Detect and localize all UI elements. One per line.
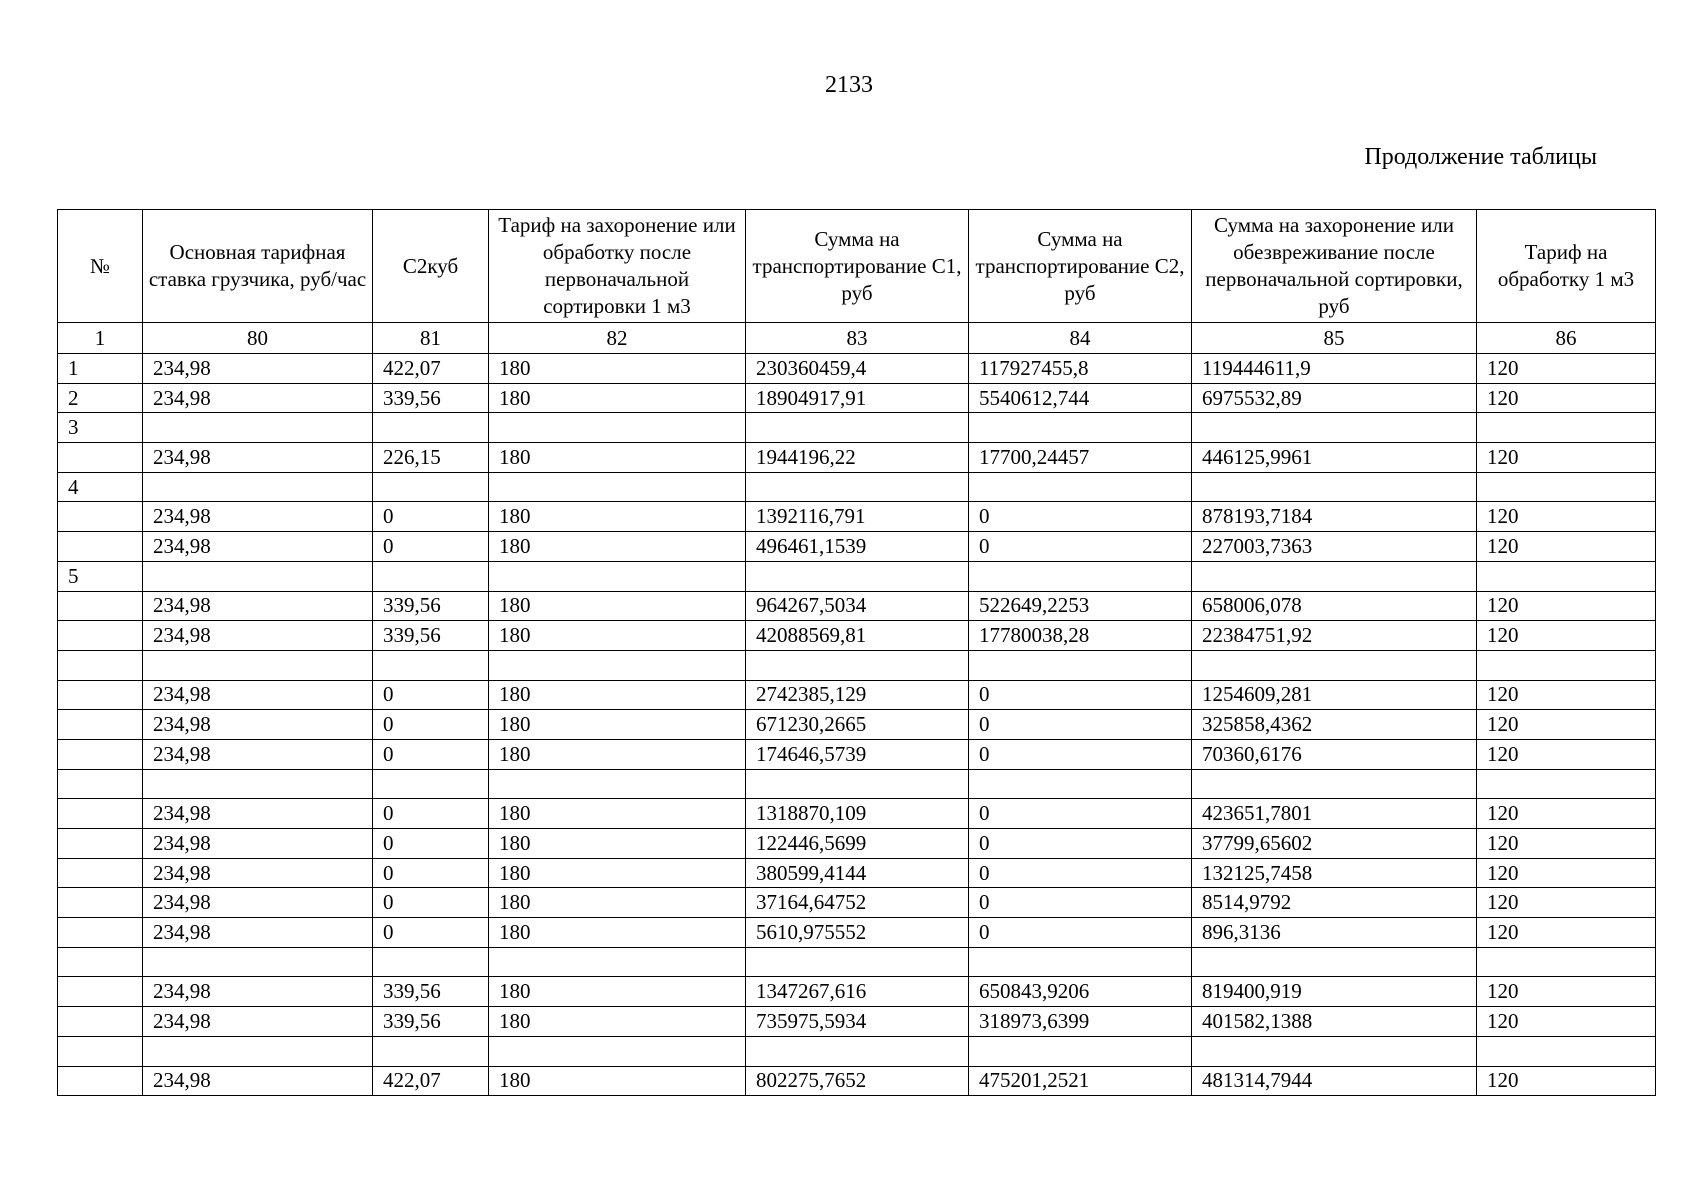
table-cell — [1192, 413, 1477, 443]
table-cell: 234,98 — [143, 888, 373, 918]
table-cell — [969, 769, 1192, 799]
table-cell: 37799,65602 — [1192, 829, 1477, 859]
table-cell: 735975,5934 — [746, 1007, 969, 1037]
table-cell: 120 — [1477, 443, 1656, 473]
table-row — [58, 383, 1656, 413]
table-cell: 120 — [1477, 354, 1656, 384]
table-cell: 0 — [969, 680, 1192, 710]
table-row — [58, 472, 1656, 502]
table-row — [58, 888, 1656, 918]
table-row — [58, 829, 1656, 859]
table-cell — [58, 650, 143, 680]
table-row — [58, 354, 1656, 384]
table-cell: 0 — [969, 918, 1192, 948]
table-cell: 896,3136 — [1192, 918, 1477, 948]
table-cell — [58, 710, 143, 740]
table-row — [58, 799, 1656, 829]
table-cell: 0 — [969, 532, 1192, 562]
table-cell: 2 — [58, 383, 143, 413]
table-cell: 234,98 — [143, 1066, 373, 1096]
table-cell: 120 — [1477, 739, 1656, 769]
page-number: 2133 — [825, 72, 873, 98]
table-cell: 422,07 — [373, 1066, 489, 1096]
table-cell: 18904917,91 — [746, 383, 969, 413]
table-cell — [58, 621, 143, 651]
table-cell: 339,56 — [373, 591, 489, 621]
table-cell — [58, 1007, 143, 1037]
table-cell — [143, 947, 373, 977]
table-row — [58, 769, 1656, 799]
table-row — [58, 413, 1656, 443]
table-cell: 174646,5739 — [746, 739, 969, 769]
table-cell: 0 — [373, 799, 489, 829]
table-cell — [1477, 650, 1656, 680]
table-cell: 234,98 — [143, 502, 373, 532]
table-cell: 6975532,89 — [1192, 383, 1477, 413]
table-cell — [1477, 1036, 1656, 1066]
table-cell — [58, 888, 143, 918]
table-header-row — [58, 210, 1656, 323]
table-cell: 180 — [489, 799, 746, 829]
table-cell: 339,56 — [373, 621, 489, 651]
table-cell: 878193,7184 — [1192, 502, 1477, 532]
table-cell — [58, 532, 143, 562]
table-cell: 180 — [489, 1066, 746, 1096]
table-cell: 234,98 — [143, 443, 373, 473]
table-cell: 180 — [489, 591, 746, 621]
table-cell: 120 — [1477, 621, 1656, 651]
table-row — [58, 977, 1656, 1007]
table-cell — [58, 829, 143, 859]
table-cell: 0 — [373, 918, 489, 948]
table-cell — [746, 769, 969, 799]
table-cell: 964267,5034 — [746, 591, 969, 621]
table-cell: 180 — [489, 829, 746, 859]
table-body — [58, 354, 1656, 1096]
table-cell — [969, 413, 1192, 443]
table-cell — [373, 947, 489, 977]
table-cell: 5540612,744 — [969, 383, 1192, 413]
table-cell: 423651,7801 — [1192, 799, 1477, 829]
table-cell — [489, 947, 746, 977]
table-row — [58, 1066, 1656, 1096]
table-cell — [969, 947, 1192, 977]
table-cell: 180 — [489, 621, 746, 651]
table-cell: 234,98 — [143, 829, 373, 859]
table-cell: 0 — [373, 739, 489, 769]
table-cell: 0 — [969, 858, 1192, 888]
table-cell: 339,56 — [373, 1007, 489, 1037]
table-cell: 0 — [373, 680, 489, 710]
table-cell: 120 — [1477, 829, 1656, 859]
table-cell: 180 — [489, 739, 746, 769]
table-cell — [1477, 947, 1656, 977]
column-number: 80 — [143, 323, 373, 354]
table-cell: 339,56 — [373, 977, 489, 1007]
table-cell — [746, 472, 969, 502]
table-cell: 120 — [1477, 918, 1656, 948]
table-cell: 0 — [969, 739, 1192, 769]
table-cell: 17700,24457 — [969, 443, 1192, 473]
table-cell — [1477, 472, 1656, 502]
table-cell — [58, 591, 143, 621]
table-cell: 475201,2521 — [969, 1066, 1192, 1096]
table-cell: 318973,6399 — [969, 1007, 1192, 1037]
table-row — [58, 650, 1656, 680]
table-cell — [746, 561, 969, 591]
table-cell: 70360,6176 — [1192, 739, 1477, 769]
table-cell — [143, 650, 373, 680]
table-cell: 0 — [373, 888, 489, 918]
table-cell: 5610,975552 — [746, 918, 969, 948]
table-cell — [1192, 947, 1477, 977]
table-cell: 120 — [1477, 888, 1656, 918]
table-cell — [58, 858, 143, 888]
table-cell — [58, 918, 143, 948]
table-row — [58, 710, 1656, 740]
header-transport-c2: Сумма на транспортирование С2, руб — [969, 210, 1192, 323]
table-cell: 180 — [489, 888, 746, 918]
table-cell: 1318870,109 — [746, 799, 969, 829]
table-cell: 522649,2253 — [969, 591, 1192, 621]
table-cell: 496461,1539 — [746, 532, 969, 562]
table-cell: 0 — [969, 710, 1192, 740]
table-cell: 180 — [489, 858, 746, 888]
column-number: 86 — [1477, 323, 1656, 354]
header-number: № — [58, 210, 143, 323]
table-cell: 650843,9206 — [969, 977, 1192, 1007]
table-cell — [373, 650, 489, 680]
header-loader-rate: Основная тарифная ставка грузчика, руб/час — [143, 210, 373, 323]
table-cell: 180 — [489, 918, 746, 948]
table-cell: 227003,7363 — [1192, 532, 1477, 562]
table-cell: 658006,078 — [1192, 591, 1477, 621]
header-disposal-tariff: Тариф на захоронение или обработку после первоначальной сортировки 1 м3 — [489, 210, 746, 323]
column-number-row — [58, 323, 1656, 354]
table-cell: 0 — [373, 710, 489, 740]
table-cell: 234,98 — [143, 532, 373, 562]
table-cell: 4 — [58, 472, 143, 502]
table-cell: 234,98 — [143, 680, 373, 710]
table-cell — [373, 413, 489, 443]
table-cell: 234,98 — [143, 383, 373, 413]
table-row — [58, 561, 1656, 591]
table-cell — [1477, 561, 1656, 591]
table-cell: 3 — [58, 413, 143, 443]
table-cell: 481314,7944 — [1192, 1066, 1477, 1096]
table-row — [58, 502, 1656, 532]
table-cell: 1944196,22 — [746, 443, 969, 473]
table-cell — [143, 769, 373, 799]
table-cell: 234,98 — [143, 739, 373, 769]
table-cell: 230360459,4 — [746, 354, 969, 384]
table-cell — [58, 799, 143, 829]
table-cell — [969, 472, 1192, 502]
column-number: 1 — [58, 323, 143, 354]
table-cell — [969, 561, 1192, 591]
table-row — [58, 739, 1656, 769]
table-cell: 0 — [969, 799, 1192, 829]
table-cell — [58, 502, 143, 532]
table-cell: 234,98 — [143, 1007, 373, 1037]
table-cell — [373, 561, 489, 591]
column-number: 85 — [1192, 323, 1477, 354]
table-cell: 180 — [489, 710, 746, 740]
table-cell: 120 — [1477, 502, 1656, 532]
table-row — [58, 947, 1656, 977]
table-row — [58, 532, 1656, 562]
table-cell — [58, 739, 143, 769]
table-cell — [489, 1036, 746, 1066]
table-row — [58, 1036, 1656, 1066]
table-row — [58, 1007, 1656, 1037]
table-row — [58, 918, 1656, 948]
column-number: 84 — [969, 323, 1192, 354]
table-cell: 180 — [489, 532, 746, 562]
table-cell — [489, 413, 746, 443]
table-cell — [746, 413, 969, 443]
table-cell: 180 — [489, 383, 746, 413]
table-cell — [373, 472, 489, 502]
table-cell: 0 — [373, 502, 489, 532]
table-cell: 180 — [489, 680, 746, 710]
table-cell — [746, 1036, 969, 1066]
table-cell — [58, 977, 143, 1007]
table-cell: 234,98 — [143, 621, 373, 651]
table-cell: 120 — [1477, 799, 1656, 829]
table-cell: 325858,4362 — [1192, 710, 1477, 740]
table-cell: 0 — [969, 502, 1192, 532]
table-cell: 120 — [1477, 383, 1656, 413]
table-cell: 42088569,81 — [746, 621, 969, 651]
table-cell: 180 — [489, 1007, 746, 1037]
table-cell — [1192, 650, 1477, 680]
table-cell — [58, 1036, 143, 1066]
table-cell — [489, 561, 746, 591]
table-cell: 380599,4144 — [746, 858, 969, 888]
table-cell — [746, 947, 969, 977]
table-cell: 234,98 — [143, 977, 373, 1007]
column-number: 82 — [489, 323, 746, 354]
table-cell: 234,98 — [143, 354, 373, 384]
table-cell: 22384751,92 — [1192, 621, 1477, 651]
column-number: 83 — [746, 323, 969, 354]
table-cell: 37164,64752 — [746, 888, 969, 918]
table-cell: 120 — [1477, 680, 1656, 710]
table-cell: 446125,9961 — [1192, 443, 1477, 473]
table-cell: 180 — [489, 977, 746, 1007]
table-cell: 234,98 — [143, 591, 373, 621]
column-number: 81 — [373, 323, 489, 354]
table-cell — [373, 769, 489, 799]
table-cell — [746, 650, 969, 680]
table-cell: 120 — [1477, 710, 1656, 740]
table-cell: 120 — [1477, 532, 1656, 562]
table-cell: 234,98 — [143, 799, 373, 829]
table-cell: 0 — [969, 888, 1192, 918]
table-cell — [489, 769, 746, 799]
table-cell: 120 — [1477, 1066, 1656, 1096]
table-cell — [489, 650, 746, 680]
table-cell: 339,56 — [373, 383, 489, 413]
continuation-label: Продолжение таблицы — [1364, 144, 1597, 170]
table-cell: 180 — [489, 354, 746, 384]
table-cell — [143, 1036, 373, 1066]
table-cell — [489, 472, 746, 502]
table-cell — [143, 472, 373, 502]
table-cell: 122446,5699 — [746, 829, 969, 859]
table-cell: 234,98 — [143, 918, 373, 948]
table-cell — [373, 1036, 489, 1066]
table-cell — [969, 650, 1192, 680]
table-cell: 8514,9792 — [1192, 888, 1477, 918]
header-transport-c1: Сумма на транспортирование С1, руб — [746, 210, 969, 323]
table-cell — [1192, 561, 1477, 591]
table-cell: 0 — [373, 532, 489, 562]
header-disposal-sum: Сумма на захоронение или обезвреживание после первоначальной сортировки, руб — [1192, 210, 1477, 323]
table-cell: 117927455,8 — [969, 354, 1192, 384]
table-cell: 1 — [58, 354, 143, 384]
table-cell: 1392116,791 — [746, 502, 969, 532]
table-cell — [969, 1036, 1192, 1066]
table-cell: 132125,7458 — [1192, 858, 1477, 888]
table-cell — [1477, 413, 1656, 443]
table-cell: 802275,7652 — [746, 1066, 969, 1096]
table-cell: 120 — [1477, 1007, 1656, 1037]
header-c2-cub: С2куб — [373, 210, 489, 323]
table-cell: 234,98 — [143, 710, 373, 740]
table-cell — [1192, 472, 1477, 502]
table-cell — [58, 1066, 143, 1096]
table-cell: 0 — [969, 829, 1192, 859]
data-table — [57, 209, 1656, 1096]
table-cell: 1347267,616 — [746, 977, 969, 1007]
table-cell: 2742385,129 — [746, 680, 969, 710]
table-row — [58, 858, 1656, 888]
table-cell: 120 — [1477, 591, 1656, 621]
table-cell — [58, 443, 143, 473]
table-row — [58, 621, 1656, 651]
table-cell: 234,98 — [143, 858, 373, 888]
table-cell: 180 — [489, 443, 746, 473]
table-cell — [58, 769, 143, 799]
table-cell: 0 — [373, 858, 489, 888]
table-row — [58, 443, 1656, 473]
table-cell: 422,07 — [373, 354, 489, 384]
table-cell — [143, 561, 373, 591]
table-cell: 671230,2665 — [746, 710, 969, 740]
table-cell: 5 — [58, 561, 143, 591]
table-cell: 119444611,9 — [1192, 354, 1477, 384]
table-cell: 17780038,28 — [969, 621, 1192, 651]
table-row — [58, 680, 1656, 710]
table-cell: 120 — [1477, 977, 1656, 1007]
header-processing-tariff: Тариф на обработку 1 м3 — [1477, 210, 1656, 323]
table-cell — [1477, 769, 1656, 799]
table-cell: 120 — [1477, 858, 1656, 888]
table-cell — [143, 413, 373, 443]
table-cell: 819400,919 — [1192, 977, 1477, 1007]
table-row — [58, 591, 1656, 621]
table-cell: 0 — [373, 829, 489, 859]
table-cell: 180 — [489, 502, 746, 532]
table-cell: 226,15 — [373, 443, 489, 473]
table-cell — [1192, 1036, 1477, 1066]
table-cell: 1254609,281 — [1192, 680, 1477, 710]
table-cell: 401582,1388 — [1192, 1007, 1477, 1037]
table-cell — [1192, 769, 1477, 799]
table-cell — [58, 680, 143, 710]
table-cell — [58, 947, 143, 977]
